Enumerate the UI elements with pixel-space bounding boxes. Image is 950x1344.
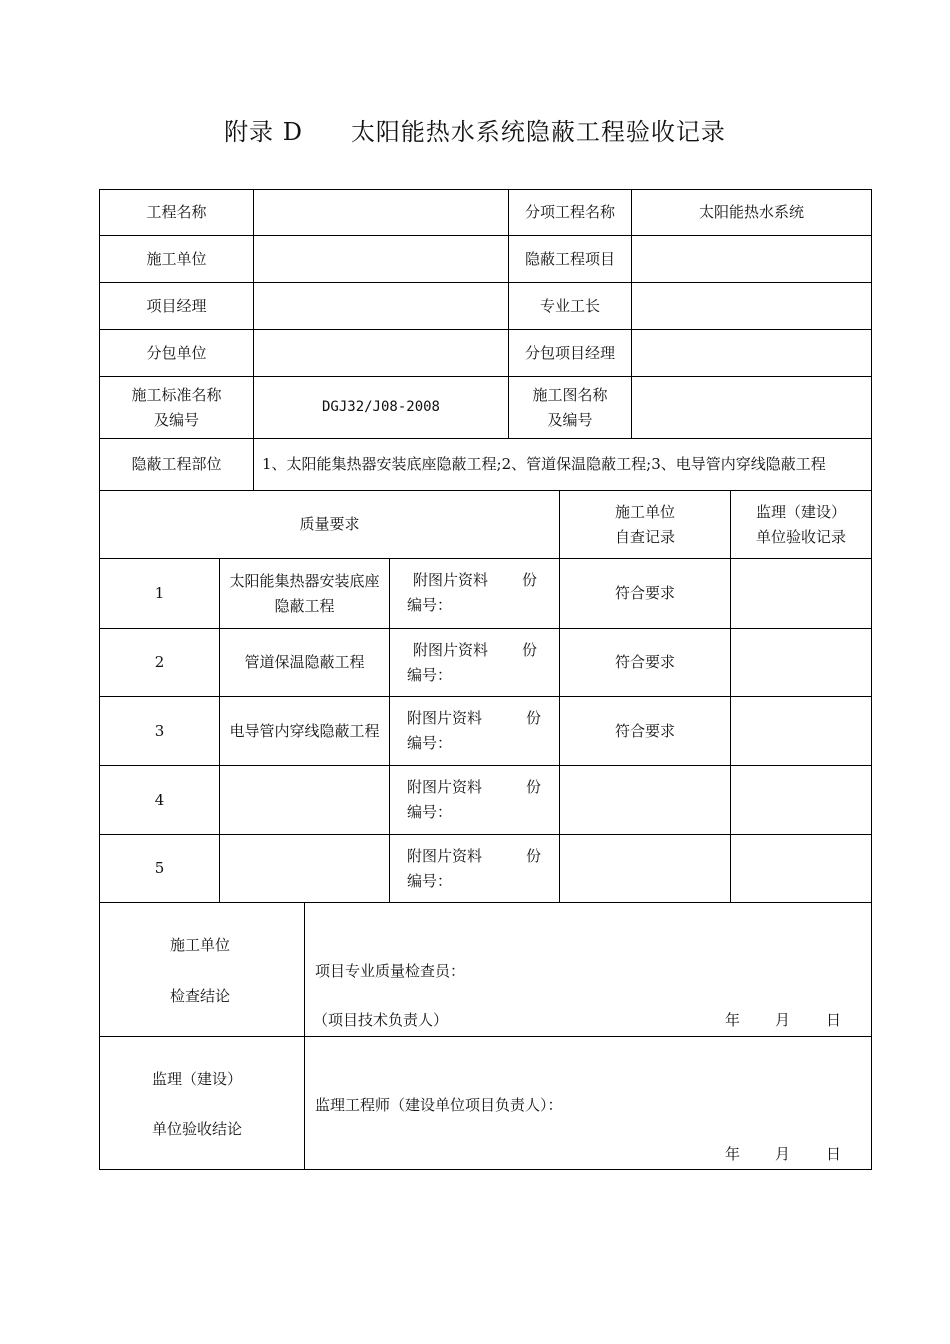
self-check-value[interactable] — [560, 835, 730, 902]
supervision-header-line2: 单位验收记录 — [755, 527, 846, 546]
row-number: 1 — [154, 584, 165, 602]
supervision-value[interactable] — [731, 697, 871, 765]
row-number: 3 — [154, 721, 165, 740]
supervision-value[interactable] — [731, 766, 871, 834]
construction-conclusion-area[interactable] — [305, 903, 871, 1036]
number-label: 编号： — [407, 666, 453, 684]
attachment-label: 附图片资料 — [407, 847, 483, 865]
construction-label-line1: 施工单位 — [170, 936, 231, 954]
drawing-value[interactable] — [632, 377, 871, 438]
supervision-conclusion-label — [100, 1037, 304, 1169]
row-item-name: 电导管内穿线隐蔽工程 — [229, 721, 380, 740]
row-attachment[interactable] — [390, 559, 559, 628]
manager-value[interactable] — [254, 283, 508, 329]
standard-label-line1: 施工标准名称 — [131, 385, 222, 404]
construction-label-line2: 检查结论 — [170, 987, 231, 1005]
attachment-label: 附图片资料 — [413, 641, 489, 659]
inspector-label: 项目专业质量检查员： — [315, 962, 466, 980]
sub-project-value[interactable]: 太阳能热水系统 — [698, 203, 804, 221]
self-check-header — [560, 491, 730, 558]
self-check-header-line2: 自查记录 — [614, 527, 675, 546]
project-name-label: 工程名称 — [146, 203, 207, 221]
number-label: 编号： — [407, 596, 453, 614]
copies-label: 份 — [522, 571, 538, 589]
self-check-value[interactable]: 符合要求 — [614, 653, 675, 671]
year-label: 年 — [725, 1011, 741, 1029]
standard-label-line2: 及编号 — [153, 410, 199, 429]
year-label: 年 — [725, 1145, 741, 1163]
foreman-label: 专业工长 — [539, 296, 600, 315]
row-attachment[interactable] — [390, 766, 559, 834]
standard-value[interactable]: DGJ32/J08-2008 — [321, 399, 440, 415]
page-title — [0, 112, 950, 147]
attachment-label: 附图片资料 — [407, 778, 483, 796]
row-attachment[interactable] — [390, 629, 559, 696]
attachment-label: 附图片资料 — [407, 709, 483, 727]
month-label: 月 — [775, 1011, 791, 1029]
subcontract-manager-label: 分包项目经理 — [524, 343, 615, 362]
row-attachment[interactable] — [390, 835, 559, 902]
row-item-name[interactable] — [220, 766, 389, 834]
drawing-label-line2: 及编号 — [547, 410, 593, 429]
copies-label: 份 — [526, 778, 542, 796]
attachment-label: 附图片资料 — [413, 571, 489, 589]
supervision-conclusion-area[interactable] — [305, 1037, 871, 1169]
self-check-value[interactable]: 符合要求 — [614, 721, 675, 740]
subcontract-manager-value[interactable] — [632, 330, 871, 376]
row-number: 5 — [154, 859, 165, 877]
row-number: 4 — [154, 790, 165, 809]
manager-label: 项目经理 — [146, 296, 207, 315]
form-title: 太阳能热水系统隐蔽工程验收记录 — [350, 118, 726, 146]
day-label: 日 — [826, 1145, 842, 1163]
requirement-header: 质量要求 — [299, 515, 360, 533]
hidden-item-value[interactable] — [632, 236, 871, 282]
hidden-item-label: 隐蔽工程项目 — [524, 249, 615, 268]
drawing-label — [509, 377, 631, 438]
day-label: 日 — [826, 1011, 842, 1029]
appendix-label: 附录 D — [224, 118, 303, 146]
self-check-value[interactable] — [560, 766, 730, 834]
row-item-name[interactable] — [220, 835, 389, 902]
supervision-header — [731, 491, 871, 558]
row-attachment[interactable] — [390, 697, 559, 765]
supervision-label-line1: 监理（建设） — [152, 1070, 243, 1088]
project-name-value[interactable] — [254, 190, 508, 235]
supervision-value[interactable] — [731, 559, 871, 628]
row-item-name: 太阳能集热器安装底座隐蔽工程 — [229, 571, 380, 615]
month-label: 月 — [775, 1145, 791, 1163]
location-value[interactable]: 1、太阳能集热器安装底座隐蔽工程;2、管道保温隐蔽工程;3、电导管内穿线隐蔽工程 — [262, 455, 826, 473]
construction-conclusion-label — [100, 903, 304, 1036]
number-label: 编号： — [407, 803, 453, 821]
copies-label: 份 — [522, 641, 538, 659]
foreman-value[interactable] — [632, 283, 871, 329]
construction-unit-label: 施工单位 — [146, 249, 207, 268]
self-check-value[interactable]: 符合要求 — [614, 584, 675, 602]
supervision-value[interactable] — [731, 629, 871, 696]
supervision-value[interactable] — [731, 835, 871, 902]
supervision-header-line1: 监理（建设） — [755, 502, 846, 521]
construction-unit-value[interactable] — [254, 236, 508, 282]
number-label: 编号： — [407, 734, 453, 752]
copies-label: 份 — [526, 709, 542, 727]
sub-project-label: 分项工程名称 — [524, 203, 615, 221]
drawing-label-line1: 施工图名称 — [532, 385, 608, 404]
location-label: 隐蔽工程部位 — [131, 455, 222, 473]
copies-label: 份 — [526, 847, 542, 865]
tech-lead-label: （项目技术负责人） — [313, 1011, 449, 1029]
number-label: 编号： — [407, 872, 453, 890]
subcontract-label: 分包单位 — [146, 343, 207, 362]
subcontract-value[interactable] — [254, 330, 508, 376]
self-check-header-line1: 施工单位 — [614, 502, 675, 521]
engineer-label: 监理工程师（建设单位项目负责人）： — [315, 1096, 563, 1114]
row-item-name: 管道保温隐蔽工程 — [244, 653, 365, 671]
standard-label — [100, 377, 253, 438]
supervision-label-line2: 单位验收结论 — [152, 1120, 243, 1138]
row-number: 2 — [154, 653, 165, 671]
